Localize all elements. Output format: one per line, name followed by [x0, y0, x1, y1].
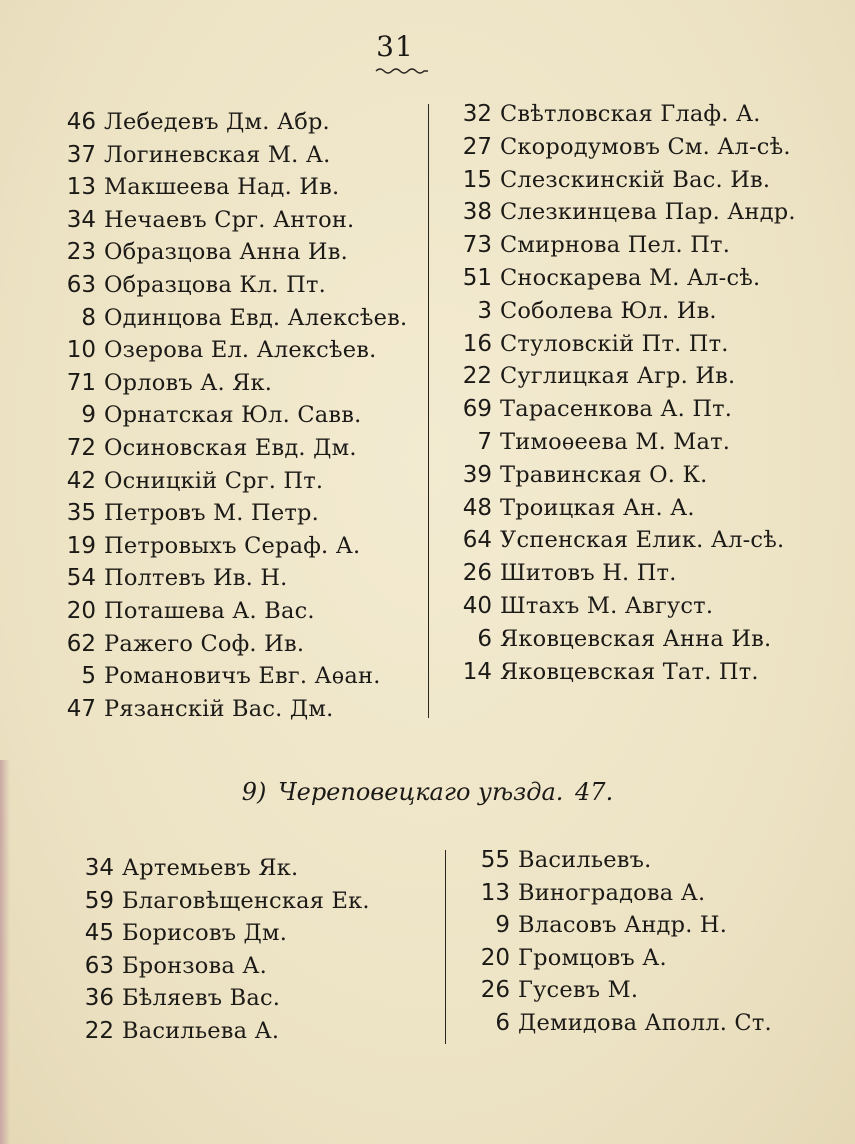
list-item	[52, 269, 407, 302]
page-edge-stain	[0, 760, 10, 1144]
entry-name: Васильевъ.	[518, 847, 652, 873]
section1-right-column	[448, 98, 796, 688]
list-item	[466, 1007, 772, 1040]
section2-right-column	[466, 844, 772, 1040]
entry-name: Осницкій Срг. Пт.	[104, 467, 324, 494]
list-item	[52, 171, 407, 204]
entry-name: Успенская Елик. Ал-сѣ.	[500, 527, 785, 554]
entry-number: 22	[84, 1017, 114, 1044]
entry-name: Нечаевъ Срг. Антон.	[104, 206, 355, 233]
entry-number: 34	[84, 855, 114, 881]
entry-number: 10	[66, 337, 96, 364]
entry-number: 47	[66, 695, 96, 722]
entry-number: 38	[462, 199, 492, 226]
entry-name: Стуловскій Пт. Пт.	[500, 330, 729, 357]
list-item	[448, 164, 796, 197]
list-item	[52, 530, 407, 563]
entry-name: Тарасенкова А. Пт.	[500, 396, 733, 423]
section-heading-count: 47.	[575, 778, 614, 806]
list-item	[70, 917, 370, 950]
entry-name: Бронзова А.	[122, 952, 267, 979]
entry-name: Петровъ М. Петр.	[104, 500, 319, 527]
column-divider	[445, 850, 446, 1044]
entry-name: Сноскарева М. Ал-сѣ.	[500, 264, 761, 291]
entry-name: Поташева А. Вас.	[104, 597, 315, 624]
entry-name: Свѣтловская Глаф. А.	[500, 101, 761, 127]
entry-name: Слезскинскій Вас. Ив.	[500, 166, 771, 193]
list-item	[466, 942, 772, 975]
entry-name: Образцова Кл. Пт.	[104, 271, 326, 298]
list-item	[448, 590, 796, 623]
list-item	[52, 302, 407, 335]
entry-name: Власовъ Андр. Н.	[518, 912, 728, 939]
entry-name: Рязанскій Вас. Дм.	[104, 695, 334, 722]
list-item	[448, 229, 796, 262]
list-item	[70, 852, 370, 885]
list-item	[52, 465, 407, 498]
entry-number: 42	[66, 467, 96, 494]
entry-number: 34	[66, 206, 96, 233]
entry-number: 51	[462, 264, 492, 291]
entry-name: Васильева А.	[122, 1017, 280, 1044]
entry-name: Петровыхъ Сераф. А.	[104, 532, 361, 559]
list-item	[448, 393, 796, 426]
entry-number: 5	[81, 663, 96, 690]
entry-number: 19	[66, 532, 96, 559]
section-heading-text: Череповецкаго уѣзда.	[278, 778, 564, 806]
entry-name: Громцовъ А.	[518, 944, 667, 971]
entry-number: 14	[462, 658, 492, 685]
list-item	[448, 426, 796, 459]
entry-number: 9	[495, 912, 510, 939]
entry-name: Яковцевская Тат. Пт.	[500, 658, 759, 685]
list-item	[466, 909, 772, 942]
list-item	[52, 139, 407, 172]
list-item	[52, 628, 407, 661]
list-item	[52, 432, 407, 465]
entry-name: Борисовъ Дм.	[122, 920, 288, 947]
entry-number: 27	[462, 133, 492, 160]
entry-number: 13	[480, 879, 510, 906]
entry-number: 9	[81, 402, 96, 429]
entry-number: 37	[66, 141, 96, 168]
entry-name: Шитовъ Н. Пт.	[500, 560, 677, 587]
list-item	[466, 844, 772, 877]
entry-number: 6	[495, 1009, 510, 1036]
entry-number: 54	[66, 565, 96, 592]
entry-name: Осиновская Евд. Дм.	[104, 434, 357, 461]
entry-number: 62	[66, 630, 96, 657]
entry-number: 26	[480, 977, 510, 1004]
entry-name: Полтевъ Ив. Н.	[104, 565, 288, 592]
list-item	[70, 885, 370, 918]
list-item	[52, 595, 407, 628]
entry-number: 32	[462, 101, 492, 127]
entry-name: Яковцевская Анна Ив.	[500, 625, 772, 652]
list-item	[52, 106, 407, 139]
list-item	[448, 459, 796, 492]
entry-name: Лебедевъ Дм. Абр.	[104, 109, 330, 135]
entry-number: 46	[66, 109, 96, 135]
entry-number: 16	[462, 330, 492, 357]
page-number: 31	[376, 30, 414, 63]
entry-name: Орловъ А. Як.	[104, 369, 273, 396]
entry-number: 73	[462, 232, 492, 259]
list-item	[448, 295, 796, 328]
entry-name: Артемьевъ Як.	[122, 855, 299, 881]
entry-number: 8	[81, 304, 96, 331]
entry-name: Ражего Соф. Ив.	[104, 630, 305, 657]
entry-name: Благовѣщенская Ек.	[122, 887, 370, 914]
entry-name: Гусевъ М.	[518, 977, 639, 1004]
list-item	[52, 693, 407, 726]
entry-number: 59	[84, 887, 114, 914]
entry-number: 63	[84, 952, 114, 979]
entry-name: Орнатская Юл. Савв.	[104, 402, 362, 429]
list-item	[448, 557, 796, 590]
list-item	[448, 656, 796, 689]
entry-name: Штахъ М. Август.	[500, 592, 714, 619]
entry-number: 40	[462, 592, 492, 619]
entry-name: Образцова Анна Ив.	[104, 239, 348, 266]
list-item	[448, 262, 796, 295]
list-item	[448, 360, 796, 393]
entry-number: 36	[84, 985, 114, 1012]
section2-left-column	[70, 852, 370, 1048]
section-heading	[0, 778, 855, 806]
list-item	[448, 328, 796, 361]
list-item	[70, 1015, 370, 1048]
entry-number: 7	[477, 428, 492, 455]
list-item	[448, 196, 796, 229]
list-item	[52, 204, 407, 237]
list-item	[448, 524, 796, 557]
list-item	[448, 492, 796, 525]
entry-name: Слезкинцева Пар. Андр.	[500, 199, 796, 226]
entry-number: 20	[480, 944, 510, 971]
entry-number: 45	[84, 920, 114, 947]
entry-name: Логиневская М. А.	[104, 141, 331, 168]
entry-number: 26	[462, 560, 492, 587]
list-item	[52, 367, 407, 400]
entry-number: 39	[462, 461, 492, 488]
section1-left-column	[52, 106, 407, 725]
list-item	[52, 399, 407, 432]
entry-name: Тимоѳеева М. Мат.	[500, 428, 731, 455]
section-heading-number: 9)	[241, 778, 267, 806]
entry-number: 64	[462, 527, 492, 554]
entry-number: 69	[462, 396, 492, 423]
entry-name: Бѣляевъ Вас.	[122, 985, 281, 1012]
column-divider	[428, 104, 429, 718]
ornament-rule	[374, 66, 430, 76]
entry-name: Озерова Ел. Алексѣев.	[104, 337, 377, 364]
list-item	[52, 236, 407, 269]
list-item	[70, 950, 370, 983]
entry-name: Соболева Юл. Ив.	[500, 297, 717, 324]
list-item	[448, 623, 796, 656]
entry-number: 20	[66, 597, 96, 624]
entry-number: 35	[66, 500, 96, 527]
entry-name: Романовичъ Евг. Аѳан.	[104, 663, 381, 690]
entry-number: 63	[66, 271, 96, 298]
entry-number: 3	[477, 297, 492, 324]
entry-name: Травинская О. К.	[500, 461, 708, 488]
entry-number: 6	[477, 625, 492, 652]
list-item	[70, 982, 370, 1015]
list-item	[52, 497, 407, 530]
entry-number: 13	[66, 174, 96, 201]
list-item	[52, 562, 407, 595]
entry-number: 71	[66, 369, 96, 396]
entry-name: Суглицкая Агр. Ив.	[500, 363, 736, 390]
list-item	[466, 877, 772, 910]
entry-name: Одинцова Евд. Алексѣев.	[104, 304, 408, 331]
entry-number: 72	[66, 434, 96, 461]
entry-name: Скородумовъ См. Ал-сѣ.	[500, 133, 791, 160]
entry-number: 55	[480, 847, 510, 873]
entry-number: 23	[66, 239, 96, 266]
entry-number: 48	[462, 494, 492, 521]
list-item	[52, 660, 407, 693]
entry-name: Демидова Аполл. Ст.	[518, 1009, 772, 1036]
entry-number: 22	[462, 363, 492, 390]
entry-name: Смирнова Пел. Пт.	[500, 232, 731, 259]
entry-name: Виноградова А.	[518, 879, 706, 906]
entry-number: 15	[462, 166, 492, 193]
list-item	[466, 974, 772, 1007]
list-item	[52, 334, 407, 367]
entry-name: Макшеева Над. Ив.	[104, 174, 340, 201]
list-item	[448, 131, 796, 164]
entry-name: Троицкая Ан. А.	[500, 494, 695, 521]
list-item	[448, 98, 796, 131]
